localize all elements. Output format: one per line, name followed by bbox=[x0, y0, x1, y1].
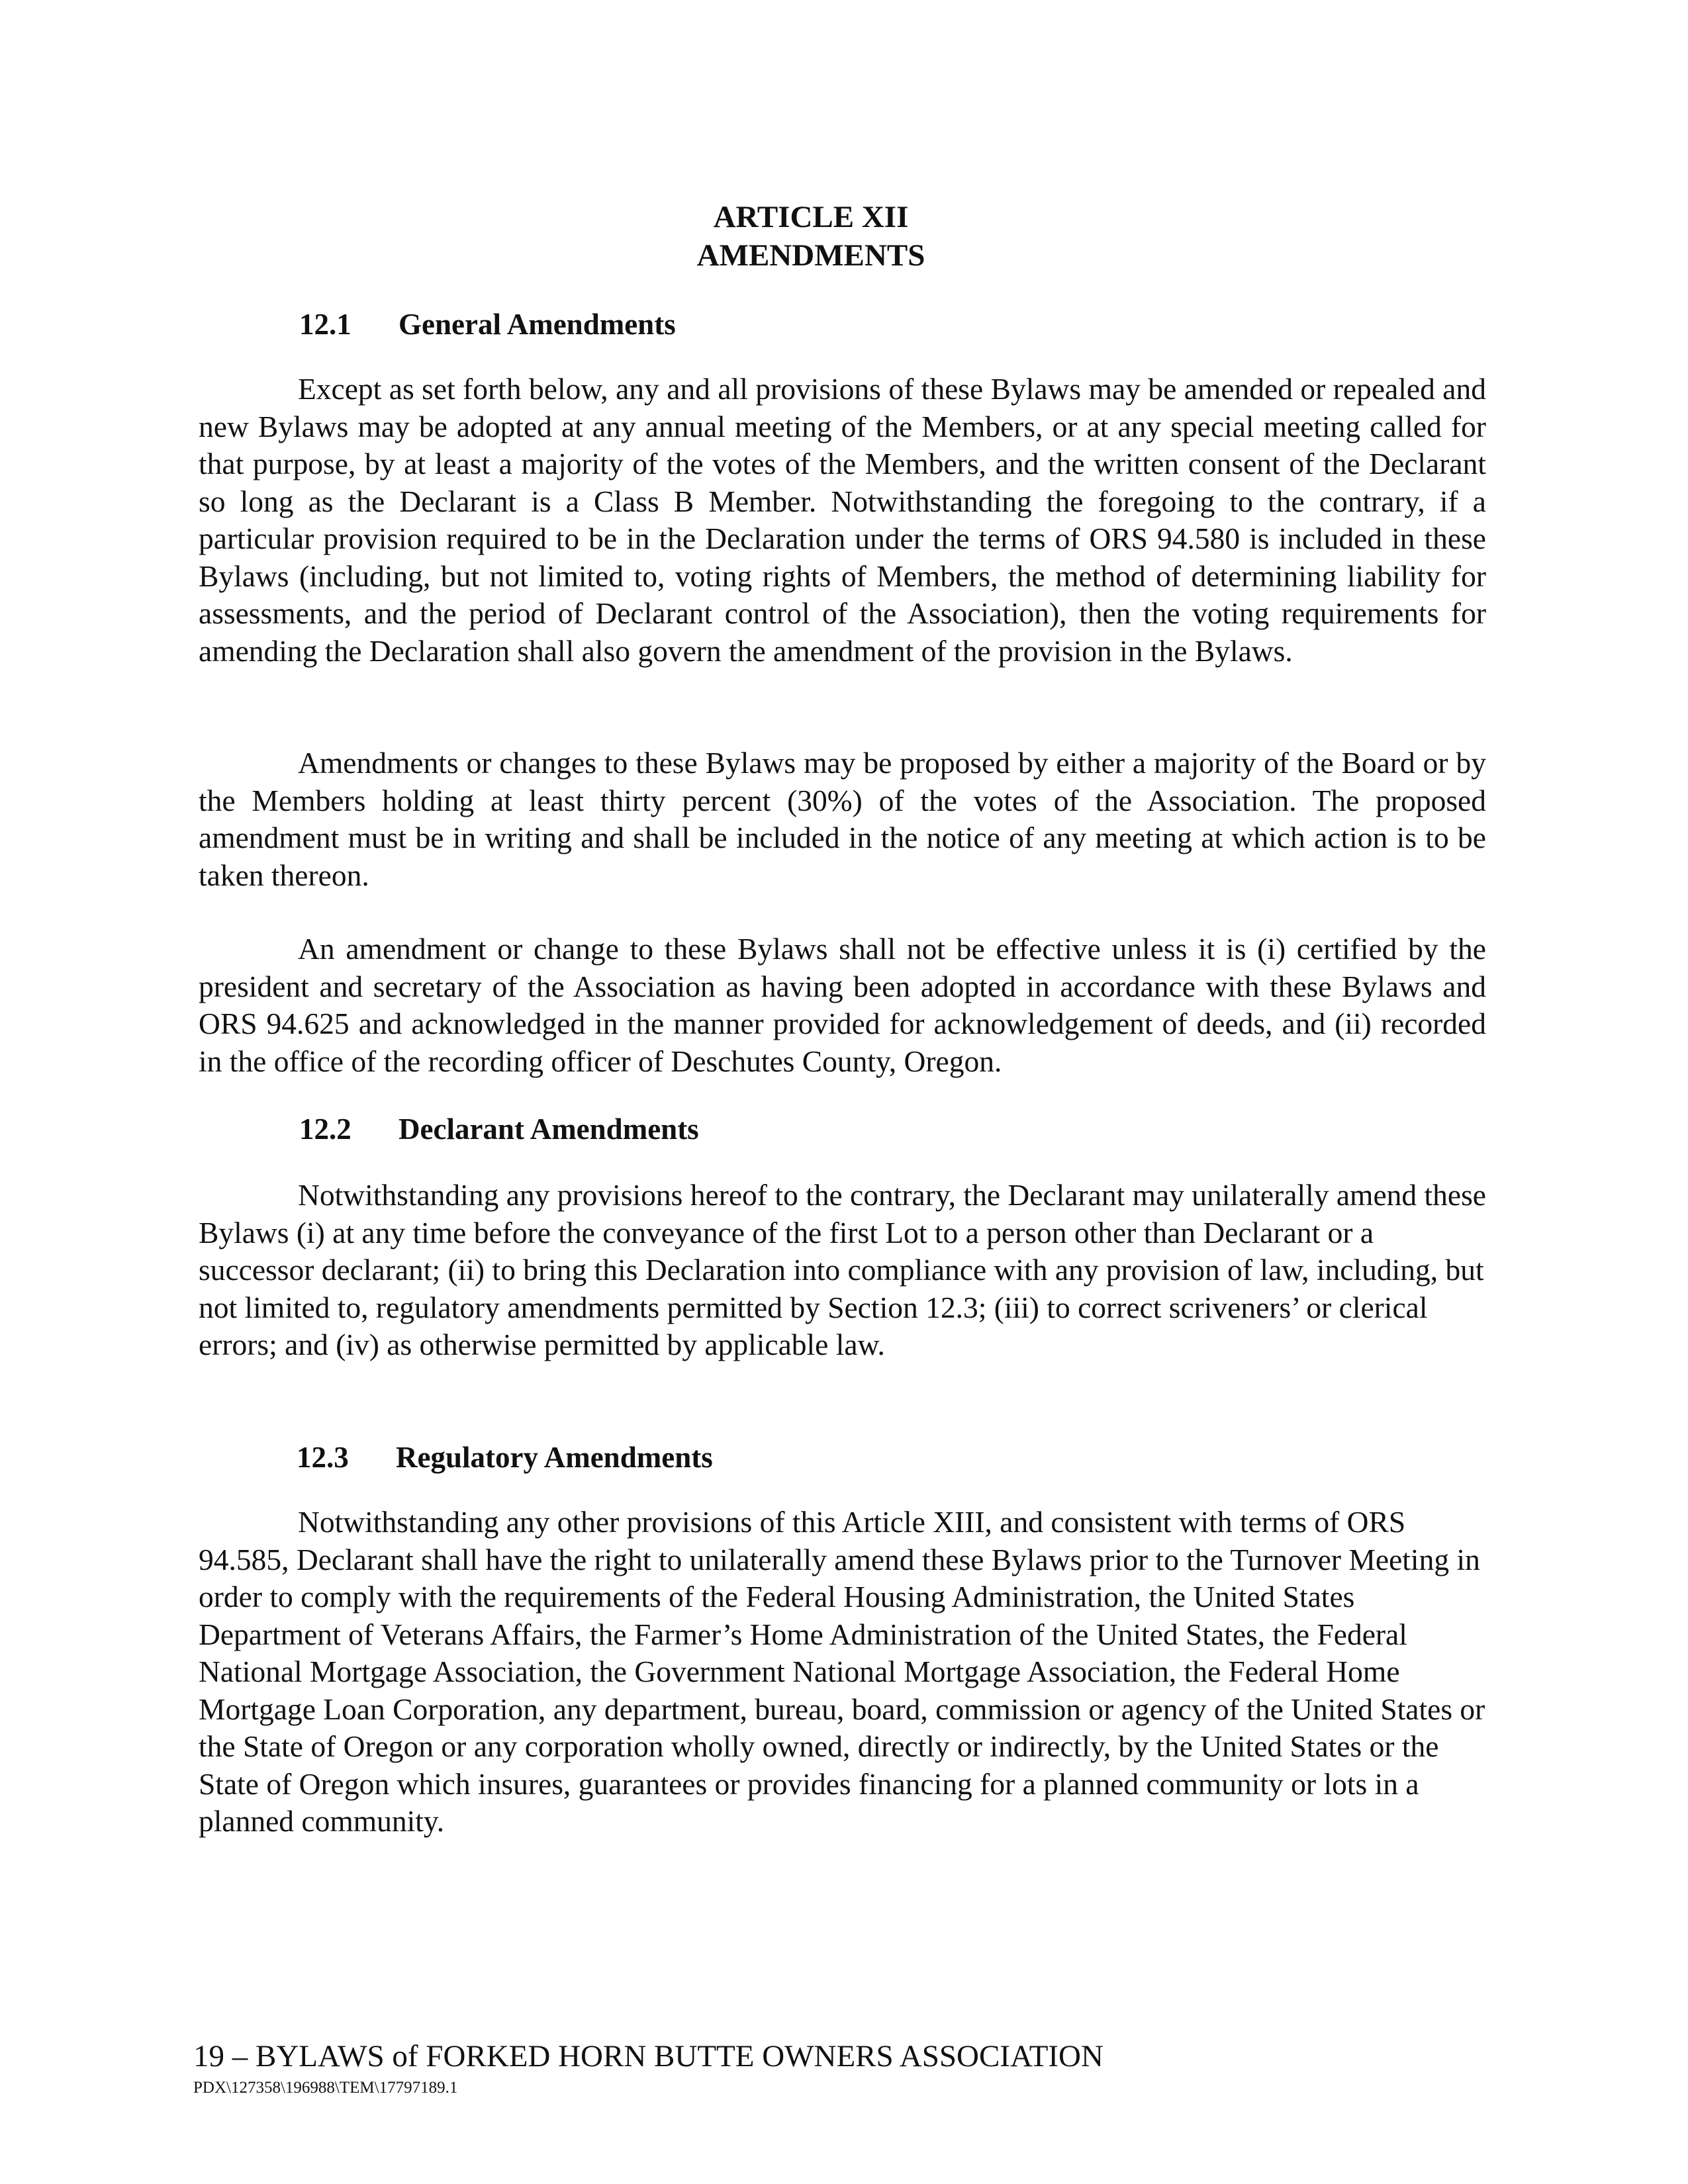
section-heading-12-3 bbox=[297, 1439, 713, 1476]
paragraph-general-amendments-2: Amendments or changes to these Bylaws may be proposed by either a majority of the Board or by the Members holding at least thirty percent (30%) of the votes of the Association. The proposed amendment must be in writing and shall be included in the notice of any meeting at which action is to be taken thereon. bbox=[199, 746, 1486, 892]
section-title: Declarant Amendments bbox=[399, 1113, 699, 1146]
article-title: AMENDMENTS bbox=[696, 238, 925, 273]
footer-page-title: 19 – BYLAWS of FORKED HORN BUTTE OWNERS ASSOCIATION bbox=[193, 2039, 1103, 2073]
section-number: 12.1 bbox=[299, 308, 352, 341]
section-number: 12.2 bbox=[299, 1113, 352, 1146]
paragraph-declarant-amendments: Notwithstanding any provisions hereof to the contrary, the Declarant may unilaterally amend these Bylaws (i) at any time before the conveyance of the first Lot to a person other than Declarant or a successor declarant; (ii) to bring this Declaration into compliance with any provision of law, including, but not limited to, regulatory amendments permitted by Section 12.3; (iii) to correct scriveners’ or clerical errors; and (iv) as otherwise permitted by applicable law. bbox=[199, 1178, 1487, 1361]
paragraph-general-amendments-1: Except as set forth below, any and all provisions of these Bylaws may be amended or repealed and new Bylaws may be adopted at any annual meeting of the Members, or at any special meeting called for that purpose, by at least a majority of the votes of the Members, and the written consent of the Declarant so long as the Declarant is a Class B Member. Notwithstanding the foregoing to the contrary, if a particular provision required to be in the Declaration under the terms of ORS 94.580 is included in these Bylaws (including, but not limited to, voting rights of Members, the method of determining liability for assessments, and the period of Declarant control of the Association), then the voting requirements for amending the Declaration shall also govern the amendment of the provision in the Bylaws. bbox=[199, 372, 1486, 668]
section-title: General Amendments bbox=[399, 308, 676, 341]
section-number: 12.3 bbox=[297, 1441, 349, 1474]
paragraph-regulatory-amendments: Notwithstanding any other provisions of this Article XIII, and consistent with terms of ORS 94.585, Declarant shall have the right to unilaterally amend these Bylaws prior to the Turnover Meeting in order to comply with the requirements of the Federal Housing Administration, the United States Department of Veterans Affairs, the Farmer’s Home Administration of the United States, the Federal National Mortgage Association, the Government National Mortgage Association, the Federal Home Mortgage Loan Corporation, any department, bureau, board, commission or agency of the United States or the State of Oregon or any corporation wholly owned, directly or indirectly, by the United States or the State of Oregon which insures, guarantees or provides financing for a planned community or lots in a planned community. bbox=[199, 1505, 1485, 1838]
paragraph-general-amendments-3: An amendment or change to these Bylaws shall not be effective unless it is (i) certified by the president and secretary of the Association as having been adopted in accordance with these Bylaws and ORS 94.625 and acknowledged in the manner provided for acknowledgement of deeds, and (ii) recorded in the office of the recording officer of Deschutes County, Oregon. bbox=[199, 932, 1486, 1078]
section-heading-12-1 bbox=[299, 306, 676, 343]
footer-document-code: PDX\127358\196988\TEM\17797189.1 bbox=[193, 2079, 458, 2097]
section-heading-12-2 bbox=[299, 1111, 699, 1148]
article-number: ARTICLE XII bbox=[713, 200, 909, 234]
section-title: Regulatory Amendments bbox=[396, 1441, 713, 1474]
